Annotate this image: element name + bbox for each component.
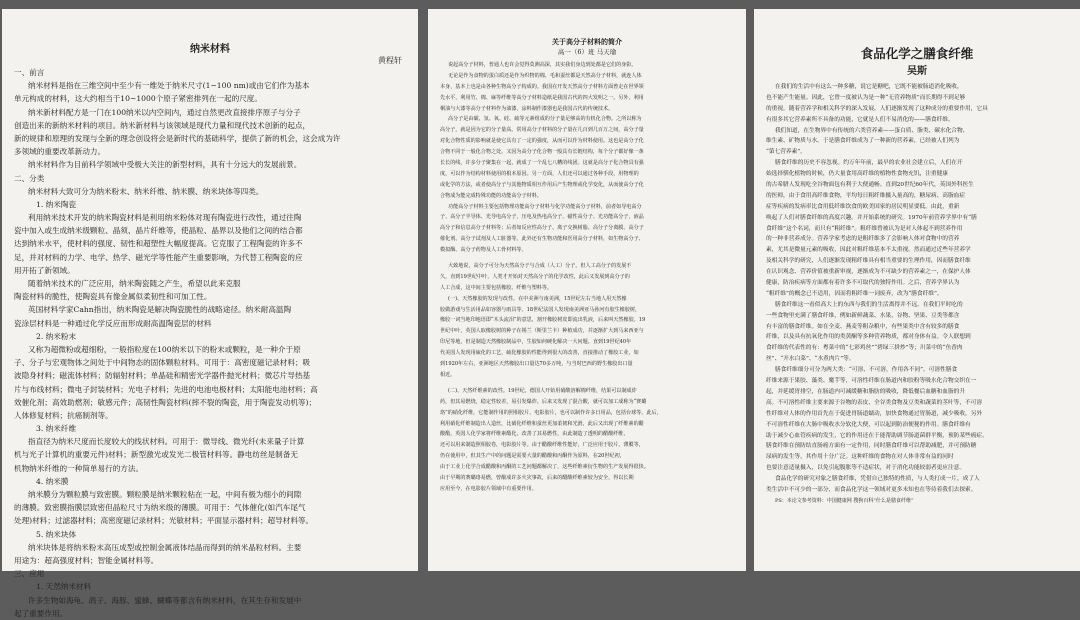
text-line: 久，直到19世纪中叶，人类才开始对天然高分子的化学改性，此后又发展到高分子的	[440, 273, 630, 280]
text-line: 达到纳米水平，使材料的强度、韧性和超塑性大幅度提高。它克服了工程陶瓷的许多不	[14, 239, 303, 249]
text-line: “第七营养素”。	[766, 149, 806, 156]
text-line: 又称为超微粉或超细粉，一般指粒度在100纳米以下的粉末或颗粒，是一种介于原	[28, 344, 301, 354]
text-line: 由于工业上化学合成醋酸和丙酮的工艺问题都解决了，这些纤维素衍生物的生产发展得很快。	[440, 464, 649, 471]
text-line: 人工合成，这中间主要包括橡胶、纤维与塑料等。	[440, 284, 553, 291]
text-line: 到1920年左右，亚洲地区天然橡胶出口量达70多万吨，与当时巴西的野生橡胶出口量	[440, 361, 633, 368]
text-line: 说起高分子材料，普通人也许会觉得莫测高深，其实我们身边到处都是它们的身影。	[448, 62, 637, 68]
text-line: 大致地说，高分子可分为天然高分子与合成（人工）分子。但人工高分子的发展不	[448, 263, 632, 270]
text-line: 尿病的发生等，其作用十分广泛。这种纤维的食物在对人体非常有益的同时	[766, 454, 954, 461]
text-line: 合物不同于一般化合物之处。又因为高分子化合物一般具有长链结构，每个分子都好像一条	[440, 149, 644, 156]
text-line: 起了重要作用。	[14, 608, 68, 618]
article-author: 吴斯	[907, 66, 927, 77]
text-line: 子、分子与宏观物体之间处于中间物态的固体颗粒材料。可用于：高密度磁记录材料；吸	[14, 358, 311, 368]
text-line: 用开拓了新领域。	[14, 265, 75, 275]
text-line: 在我们的生活中有这么一种多糖，说它是糖吧，它既不能被肠道消化吸收，	[775, 84, 963, 90]
text-line: 4. 纳米膜	[36, 476, 69, 486]
text-line: 有丰富的膳食纤维。如在全麦、燕麦等粗杂粮中，有些果类中含有较多的膳食	[766, 323, 960, 330]
text-line: (一)、天然橡胶的发现与改性。在中美洲与南美洲，15世纪左右当地人用天然橡	[448, 295, 627, 302]
text-line: 的重视。随着营养学和相关科学的深入发展，人们逐渐发现了这种成分的重要作用，它具	[766, 105, 988, 112]
text-line: 陶瓷材料的脆性，使陶瓷具有像金属似柔韧性和可加工性。	[14, 292, 212, 302]
text-line: 健康，防治疾病等方面都有着许多不可取代的独特作用。之后，营养学界认为	[766, 280, 960, 287]
article-author: 黄程轩	[378, 56, 402, 65]
text-line: 高分子，就是因为它的分子量高。常用高分子材料的分子量在几百到几百万之间，高分子量	[440, 127, 644, 134]
text-line: 高。不可溶性纤维主要来源于谷物的表皮、全谷类食物及豆类和蔬菜的茎叶等，不可溶	[766, 399, 983, 406]
text-line: 多领域的重要改革新动力。	[14, 147, 106, 157]
article-title: 纳米材料	[190, 44, 230, 55]
text-line: 世纪中叶，英国人取橡胶树的种子在锡兰（斯里兰卡）种植成功，并逐渐扩大到马来西亚与	[440, 328, 644, 335]
text-line: 波隐身材料；磁流体材料；防辐射材料；单晶硅和精密光学器件抛光材料；微芯片导热基	[14, 371, 311, 381]
text-line: 瓷涂层材料是一种通过化学反应而形成耐高温陶瓷层的材料	[14, 318, 212, 328]
text-line: 症等疾病的发病率比食用低纤维饮食的欧美国家的居民明显要低。由此，重新	[766, 203, 960, 210]
text-line: 维生素、矿物质与水。于是膳食纤维成为了一种新的营养素，已经被人们列为	[766, 138, 960, 145]
text-line: 膳食纤维在预防结直肠癌方面有一定作用，同时膳食纤维可以帮助减肥，并可预防糖	[766, 443, 977, 450]
text-line: 相近。	[440, 371, 456, 378]
text-line: 的医师，由于食用高纤维食物，平均每日粗纤维摄入量高的，糖尿病、高脂血症	[766, 192, 966, 199]
text-line: 机与光子计算机的重要元件)材料；新型激光或发光二极管材料等。静电纺丝是制备无	[14, 450, 298, 460]
text-line: 1. 天然纳米材料	[36, 582, 92, 592]
text-line: 无论是作为食物的蛋白质还是作为织物的棉、毛和蚕丝都是天然高分子材料，就连人体	[448, 72, 642, 79]
text-line: 膳食纤维细分可分为两大类：“可溶、不可溶，作用各不同”。可溶性膳食	[775, 367, 958, 374]
text-line: 利用硝化纤维制造出人造丝，比硝化纤维和蚕丝更加柔韧和光滑，此后又出现了纤维素的醋	[440, 420, 644, 427]
text-line: 机物纳米纤维的一种简单易行的方法。	[14, 463, 144, 473]
text-line: 始选择驯化植物的时候，仍大量食用高纤维的植物性食物充饥，注重健康	[766, 171, 948, 178]
text-line: 食品化学的研究对象之膳食纤维，凭借自己独特的性质，与人类打成一片，成了人	[775, 476, 980, 483]
text-line: 不可溶性纤维在大肠中吸收水分软化大便，可以起到防治便秘的作用。膳食纤维有	[766, 421, 971, 428]
text-line: 唤起了人们对膳食纤维的高度兴趣。并开始系统的研究。1970年前营养学界中有“膳	[766, 214, 977, 221]
text-line: 性纤维对人体的作用首先在于促进胃肠道蠕动，加快食物通过胃肠道，减少吸收，另外	[766, 410, 983, 417]
text-line: 纳米块体是将纳米粉末高压成型或控制金属液体结晶而得到的纳米晶粒材料。主要	[28, 542, 302, 552]
text-line: 人体修复材料；抗癌制剂等。	[14, 410, 113, 420]
text-line: 合物成为能完成特殊功能的功能高分子材料。	[440, 192, 542, 199]
text-line: 代美国人发现用硫化的工艺，硫化橡胶的性能得到很大的改善，直接推动了橡胶工业，如	[440, 350, 639, 357]
text-line: 1. 纳米陶瓷	[36, 199, 77, 209]
text-line: 在认识观念、营养价值被重新审视，逐渐成为不可缺少的营养素之一，在保护人体	[766, 269, 971, 276]
text-line: 也要注意适量摄入，以免引起腹胀等不适症状，对于消化功能较弱者更应注意。	[766, 465, 966, 472]
text-line: 子、高分子半导体、光导电高分子、压电及热电高分子、磁性高分子、光功能高分子、液晶	[440, 214, 644, 221]
text-line: 英国材料学家Cahn指出，纳米陶瓷是解决陶瓷脆性的战略途径。纳米耐高温陶	[28, 305, 292, 315]
article-page-polymer	[428, 9, 746, 571]
text-line: 指直径为纳米尺度而长度较大的线状材料。可用于：微导线、微光纤(未来量子计算	[28, 437, 305, 447]
text-line: 功能高分子材料主要包括物理功能高分子材料与化学功能高分子材料，前者如导电高分	[448, 203, 642, 210]
text-line: 二、分类	[14, 173, 45, 183]
text-line: 我们知道，在生物界中有传统的六类营养素——蛋白质、脂类、碳水化合物、	[775, 127, 969, 134]
text-line: 用途为：超高强度材料；智能金属材料等。	[14, 555, 159, 565]
text-line: 还可以用来制造照相胶卷，电影胶片等。由于醋酸纤维性能好，广泛应用于胶片、薄膜等，	[440, 442, 644, 449]
text-line: 三、应用	[14, 569, 45, 579]
text-line: 5. 纳米块体	[36, 529, 77, 539]
text-line: (二)、天然纤维素的改性。19世纪，德国人开始用硝酸溶解棉纤维，结果可以制成炸	[448, 387, 637, 394]
text-line: 单元构成的材料，这大约相当于10~1000个原子紧密排列在一起的尺度。	[14, 94, 262, 104]
text-line: 纳米材料是指在三维空间中至少有一维处于纳米尺寸(1~100 nm)或由它们作为基本	[28, 81, 310, 91]
text-line: 酸酯，英国人化学家将纤维素酯化，改善了其易燃性，由此制造了透明的醋酸纤维，	[440, 431, 629, 438]
text-line: 处理)材料；过滤器材料；高密度磁记录材料；光敏材料；平面显示器材料；超导材料等。	[14, 516, 314, 526]
text-line: 珞”的硝化纤维，它能制作用的照相胶片、电影胶片，也可以制作许多日用品，包括台球等。此后，	[440, 409, 662, 416]
article-title: 关于高分子材料的简介	[552, 37, 622, 46]
text-line: 应用至今，在电影胶片领域中有重要作用。	[440, 485, 537, 492]
text-line: 催化剂、高分子试剂及人工脏器等。此外还有生物功能和医用高分子材料，如生物高分子、	[440, 236, 644, 243]
text-line: 药，但其易燃烧，稳定性较差，易引发爆炸。后来又发现了混合酸，就可以加工成称为“赛璐	[440, 398, 647, 405]
text-line: 随着纳米技术的广泛应用，纳米陶瓷随之产生，希望以此来克服	[28, 279, 241, 288]
text-line: 纳米膜分为颗粒膜与致密膜。颗粒膜是纳米颗粒粘在一起，中间有极为细小的间隙	[28, 490, 302, 499]
text-line: 高分子和信息高分子材料等；后者如反应性高分子、离子交换树脂、高分子分离膜、高分子	[440, 225, 644, 232]
article-body	[14, 66, 406, 620]
text-line: 由于早期的赛璐珞易燃，曾酿成许多火灾事故，后来的醋酸纤维素较为安全，得以长期	[440, 474, 634, 481]
text-line: 胶做游戏与生活用品如容器与雨具等。18世纪法国人发现南美洲亚马孙河有胶生橡胶树，	[440, 306, 641, 313]
article-page-nano	[2, 9, 418, 618]
text-line: 一、前言	[14, 68, 45, 77]
text-line: 或化学的方法，或者使高分子与其他物质相互作用后产生物理或化学变化，从而使高分子化	[440, 181, 644, 188]
text-line: 瓷中加入或生成纳米级颗粒、晶须、晶片纤维等，使晶粒、晶界以及他们之间的结合都	[14, 226, 303, 236]
text-line: 的古希腊人发现吃全谷物面包有利于大便通畅。直到20世纪60年代，英国外科医生	[766, 182, 974, 189]
text-line: 纳米材料作为目前科学领域中受极大关注的新型材料，具有十分远大的发展前景。	[28, 160, 302, 170]
text-line: 及相关科学的研究，人们逐渐发现粗纤维具有相当重要的生理作用，因而膳食纤维	[766, 258, 971, 265]
article-author: 高一（6）班 马天瑜	[557, 48, 617, 56]
text-line: 桐油与大漆等高分子材料作为油漆，涂料制作漆器也是我国古代的传统技术。	[440, 105, 614, 112]
article-page-fiber	[754, 9, 1080, 571]
text-line: 长长的线，许多分子聚集在一起，就成了一个乱七八糟的线团。这就是高分子化合物具有强	[440, 160, 644, 167]
text-line: 片与布线材料；微电子封装材料；光电子材料；先进的电池电极材料；太阳能电池材料；高	[14, 384, 318, 394]
text-line: 模拟酶、高分子药物及人工骨材料等。	[440, 247, 527, 254]
reference-note: PS：本论文参考资料：中国健康网 搜狗百科“什么是膳食纤维”	[775, 497, 914, 504]
text-line: 仍在使用中，但其生产中的问题是需要大量的醋酸和丙酮作为原料，在20世纪初，	[440, 453, 625, 460]
text-line: 素，尤其是微量元素的吸收，因此对粗纤维基本不太重视。然而通过近些年营养学	[766, 247, 971, 254]
text-line: 度，可以作为结构材料使用的根本原因。另一方面，人们还可以通过各种手段，用物理的	[440, 170, 639, 177]
text-line: 橡胶一词当地印地语即“木头流泪”的意思，割开橡胶树皮即流出乳液，后来叫天然橡胶。19	[440, 317, 646, 324]
text-line: 丝”、“开水白菜”、“水煮肉片”等。	[766, 356, 855, 363]
text-line: 膳食纤维这一看似高大上的东西与我们的生活离得并不远。在我们平时吃的	[775, 301, 963, 308]
text-line: 食纤维的代表性的有：粤菜中的“七彩鸡丝”“碧绿三拼炒”等；川菜中的“鱼香肉	[766, 345, 963, 352]
text-line: 先水平，利用竹、棉、麻等纤维等高分子材料造纸是我国古代的四大发明之一。另外，利用	[440, 94, 644, 101]
text-line: 也不能产生能量。因此，它曾一度被认为是一种“无营养物质”而长期得不到足够	[766, 94, 966, 101]
text-line: 3. 纳米纤维	[36, 424, 77, 434]
text-line: 对化合物性质的影响就是使它具有了一定的强度，从而可以作为材料使用。这也是高分子化	[440, 138, 644, 145]
article-title: 食品化学之膳食纤维	[860, 46, 974, 61]
text-line: 创造出来的新纳米材料的项目。纳米新材料与该领域是现代力量和现代技术创新的起点，	[14, 120, 311, 130]
text-line: 的薄膜。致密膜指膜层致密但晶粒尺寸为纳米级的薄膜。可用于：气体催化(如汽车尾气	[14, 503, 306, 513]
article-body	[440, 60, 734, 495]
text-line: 纳米材料大致可分为纳米粉末、纳米纤维、纳米膜、纳米块体等四类。	[28, 186, 264, 196]
text-line: 2. 纳米粉末	[36, 331, 77, 341]
text-line: 本身，基本上也是由各种生物高分子构成的。我国在开发天然高分子材料方面曾走在世界领	[440, 83, 644, 90]
text-line: 新的规律和原理的发现与全新的理念创设将会是新时代的基础科学，提供了新的机会，这会成为许	[14, 133, 341, 143]
text-line: 助于减少心血管疾病的发生，它的作用还在于能帮助调节肠道菌群平衡，预防某些癌症。	[766, 432, 988, 439]
text-line: 印尼等地，但是制造天然橡胶制品中，生胶如何硬化解决一大问题。直到19世纪40年	[440, 339, 632, 346]
text-line: 的一种非营养成分。营养学家考虑的是粗纤维多了会影响人体对食物中的营养	[766, 236, 960, 243]
text-line: 高分子是由碳、氢、氧、硅、硫等元素组成的分子量足够高的有机化合物。之所以称为	[448, 116, 642, 123]
text-line: 有很多其它营养素所不具备的功能，它就是人们不易消化的——膳食纤维。	[766, 116, 954, 123]
text-line: “粗纤维”的概念已不适用，因而将粗纤维一词废弃，改为“膳食纤维”。	[766, 290, 943, 297]
text-line: 一些食物里充满了膳食纤维，例如新鲜蔬菜、水果、谷物、坚果、豆类等都含	[766, 312, 960, 319]
text-line: 食纤维”这个名词，而只有“粗纤维”。粗纤维曾被认为是对人体起不到营养作用	[766, 225, 963, 232]
text-line: 足，并对材料的力学、电学、热学、磁光学等性能产生重要影响，为代替工程陶瓷的应	[14, 252, 303, 262]
text-line: 纤维，以及具有抗氧化作用的类黄酮等多种营养物质，都对身体有益。令人联想到	[766, 334, 971, 341]
text-line: 许多生物如海龟、鸽子、海豚、蜜蜂、蝴蝶等都含有纳米材料，在其生存和发展中	[28, 595, 302, 605]
text-line: 利用纳米技术开发的纳米陶瓷材料是利用纳米粉体对现有陶瓷进行改性，通过往陶	[28, 213, 302, 223]
text-line: 效催化剂；高效助燃剂；敏感元件；高韧性陶瓷材料(摔不裂的陶瓷，用于陶瓷发动机等)；	[14, 397, 317, 407]
text-line: 类生活中不可少的一部分，而食品化学这一领域对更多未知也在等待着我们去探索。	[766, 486, 977, 493]
article-body	[766, 82, 1068, 496]
text-line: 膳食纤维的历史不容忽视。约万年年前，最早的农业社会建立后，人们在开	[775, 160, 963, 167]
text-line: 起，并延缓胃排空，在肠道内可减缓糖和脂肪的吸收，降低餐后血糖和血脂的升	[766, 388, 966, 395]
text-line: 纳米新材料配方是一门在100纳米以内空间内，通过自然更改直接排序原子与分子	[28, 107, 301, 117]
text-line: 纤维来源于果胶、藻类、魔芋等，可溶性纤维在肠道内和胶粉等吸水化合物交织在一	[766, 378, 977, 385]
